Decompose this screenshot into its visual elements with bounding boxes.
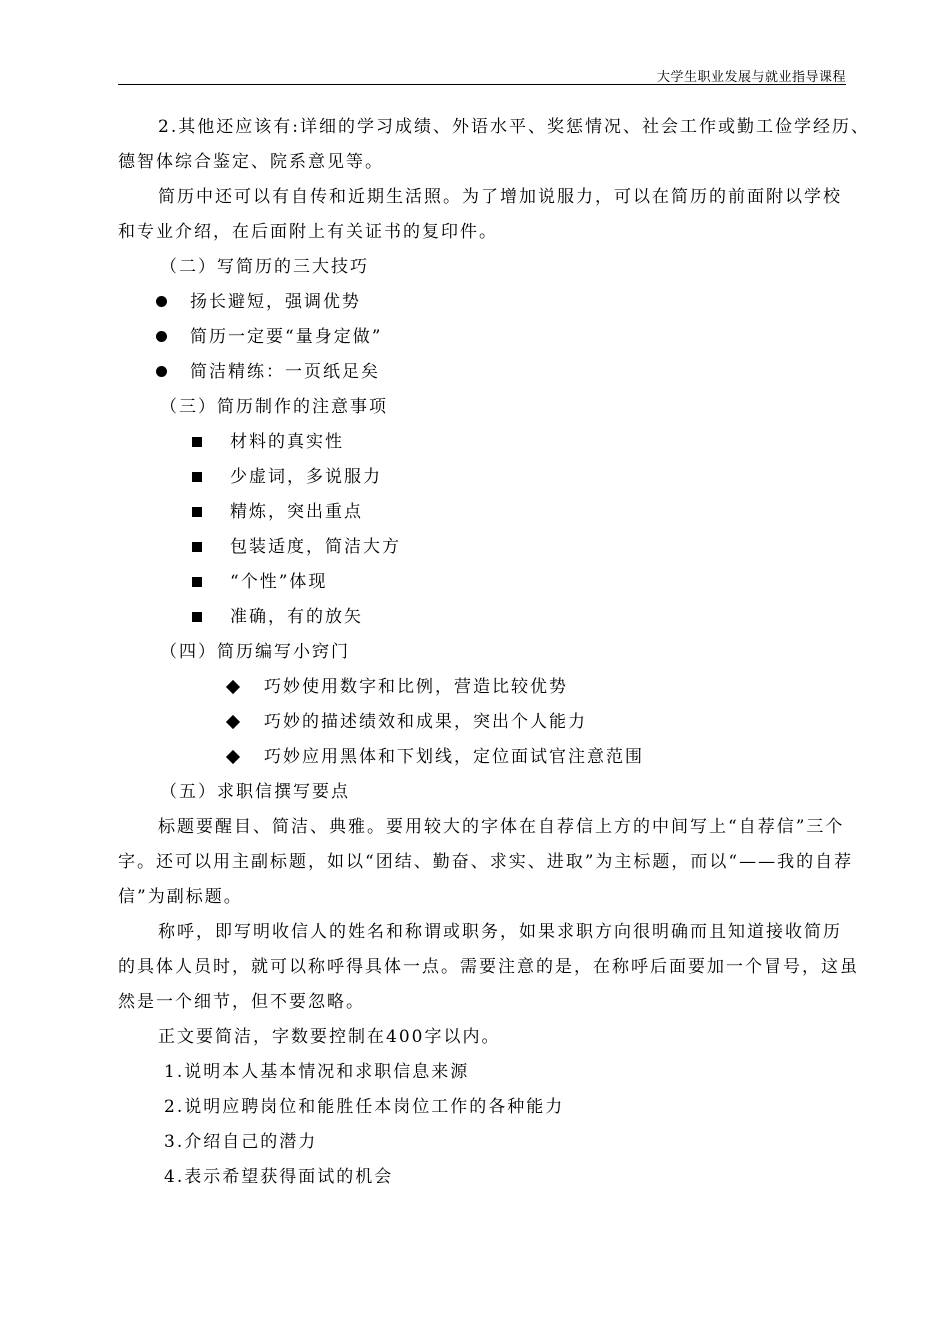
list-item-text: 1.说明本人基本情况和求职信息来源 [164,1062,470,1082]
bullet-diamond-icon [226,680,240,694]
list-item [118,355,846,390]
bullet-square-icon [192,577,202,587]
list-item [118,670,846,705]
paragraph-title-guidance [118,810,854,915]
bullet-list [118,425,846,635]
list-item [118,460,846,495]
paragraph-salutation-guidance [118,915,859,1020]
document-body [118,110,870,1195]
list-item [118,565,846,600]
section-heading: （四）简历编写小窍门 [160,642,350,662]
text-line: 的具体人员时，就可以称呼得具体一点。需要注意的是，在称呼后面要加一个冒号，这虽 [118,957,859,977]
bullet-square-icon [192,612,202,622]
header-title: 大学生职业发展与就业指导课程 [656,70,846,85]
paragraph-body-guidance [118,1020,846,1055]
bullet-dot-icon [156,331,167,342]
bullet-square-icon [192,472,202,482]
bullet-square-icon [192,437,202,447]
text-line: 德智体综合鉴定、院系意见等。 [118,152,384,172]
list-item-text: 准确，有的放矢 [230,607,363,627]
list-item-text: 简洁精练：一页纸足矣 [190,362,380,382]
list-item-text: 巧妙应用黑体和下划线，定位面试官注意范围 [264,747,644,767]
list-item-text: “个性”体现 [230,572,328,592]
list-item-text: 4.表示希望获得面试的机会 [164,1167,394,1187]
bullet-dot-icon [156,296,167,307]
list-item [118,600,846,635]
bullet-list [118,285,846,390]
paragraph-autobiography [118,180,846,250]
list-item [118,425,846,460]
list-item [118,320,846,355]
bullet-diamond-icon [226,750,240,764]
text-line: 称呼，即写明收信人的姓名和称谓或职务，如果求职方向很明确而且知道接收简历 [158,922,842,942]
text-line: 字。还可以用主副标题，如以“团结、勤奋、求实、进取”为主标题，而以“——我的自荐 [118,852,854,872]
page-header [118,64,846,85]
list-item-text: 巧妙使用数字和比例，营造比较优势 [264,677,568,697]
section-heading: （五）求职信撰写要点 [160,782,350,802]
text-line: 标题要醒目、简洁、典雅。要用较大的字体在自荐信上方的中间写上“自荐信”三个 [158,817,845,837]
list-item-text: 简历一定要“量身定做” [190,327,383,347]
bullet-square-icon [192,507,202,517]
bullet-diamond-icon [226,715,240,729]
list-item [118,1160,846,1195]
list-item-text: 少虚词，多说服力 [230,467,382,487]
list-item-text: 材料的真实性 [230,432,344,452]
list-item-text: 精炼，突出重点 [230,502,363,522]
list-item [118,740,846,775]
list-item-text: 包装适度，简洁大方 [230,537,401,557]
paragraph-other-contents [118,110,870,180]
bullet-list [118,670,846,775]
list-item-text: 2.说明应聘岗位和能胜任本岗位工作的各种能力 [164,1097,565,1117]
list-item [118,530,846,565]
list-item [118,705,846,740]
list-item [118,285,846,320]
text-line: 信”为副标题。 [118,887,243,907]
text-line: 然是一个细节，但不要忽略。 [118,992,365,1012]
text-line: 正文要简洁，字数要控制在400字以内。 [158,1027,501,1047]
list-item [118,1125,846,1160]
bullet-dot-icon [156,366,167,377]
section-heading: （二）写简历的三大技巧 [160,257,369,277]
section-heading: （三）简历制作的注意事项 [160,397,388,417]
list-item-text: 3.介绍自己的潜力 [164,1132,318,1152]
list-item-text: 巧妙的描述绩效和成果，突出个人能力 [264,712,587,732]
text-line: 简历中还可以有自传和近期生活照。为了增加说服力，可以在简历的前面附以学校 [158,187,842,207]
list-item [118,1090,846,1125]
bullet-square-icon [192,542,202,552]
text-line: 2.其他还应该有:详细的学习成绩、外语水平、奖惩情况、社会工作或勤工俭学经历、 [158,117,870,137]
list-item-text: 扬长避短，强调优势 [190,292,361,312]
numbered-list [118,1055,846,1195]
list-item [118,495,846,530]
list-item [118,1055,846,1090]
text-line: 和专业介绍，在后面附上有关证书的复印件。 [118,222,498,242]
